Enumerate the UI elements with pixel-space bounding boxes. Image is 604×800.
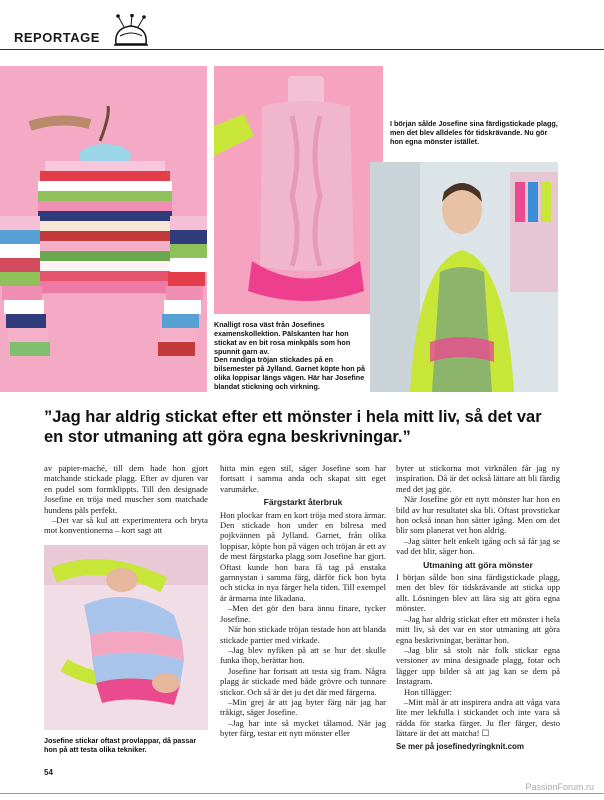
pincushion-icon [110,14,152,50]
paragraph: –Jag blir så stolt när folk stickar egna versioner av mina designade plagg, fotar och lägger upp bilder så att jag kan se dem på Instagram. [396,644,560,687]
paragraph: byter ut stickorna mot virknålen får jag ny inspiration. Då är det också lättare att bli färdig med det jag gör. [396,463,560,494]
website-link[interactable]: Se mer på josefinedyringknit.com [396,741,525,751]
page-number: 54 [44,768,53,777]
photo-pink-vest [214,66,383,314]
paragraph: När Josefine gör ett nytt mönster har hon en bild av hur resultatet ska bli. Oftast provstickar hon också innan hon sätter igång. Men om det blir som planerat vet hon aldrig. [396,494,560,536]
paragraph: Josefine har fortsatt att testa sig fram. Några plagg är stickade med både grövre och tunnare stickor. Och så är det ju det där med färgerna. [220,665,386,697]
paragraph: I början sålde hon sina färdigstickade plagg, men det blev för tidskrävande att sticka upp allt. Lösningen blev att lära sig att göra egna mönster. [396,572,560,614]
caption-swatch: Josefine stickar oftast provlappar, då passar hon på att testa olika tekniker. [44,736,197,754]
paragraph: Hon plockar fram en kort tröja med stora ärmar. Den stickade hon under en bilresa med pojkvännen på Jylland. Garnet, från olika loppisar, köpte hon på vägen och tröjan är ett av de mest färgstarka plagg som Josefine har gjort. Oftast kunde hon bara få tag på enstaka garnnystan i samma färg, därför fick hon byta och sticka in nya färger hela tiden. Till exempel är ärmarna inte likadana. [220,509,386,603]
photo-knit-swatch [44,545,208,730]
paragraph: –Men det gör den bara ännu finare, tycker Josefine. [220,603,386,624]
paragraph: –Det var så kul att experimentera och bryta mot konventionerna – kort sagt att [44,515,208,536]
paragraph: –Jag har aldrig stickat efter ett mönster i hela mitt liv, så det var en stor utmaning att göra egna beskrivningar, berättar hon. [396,613,560,645]
paragraph: När hon stickade tröjan testade hon att blanda stickade partier med virkade. [220,624,386,645]
caption-portrait: I början sålde Josefine sina färdigstickade plagg, men det blev alldeles för tidskrävande. Nu gör hon egna mönster istället. [390,119,558,146]
paragraph: –Jag sätter helt enkelt igång och så får jag se vad det blir, säger hon. [396,535,560,557]
header-rule [0,49,604,50]
subheading: Färgstarkt återbruk [263,497,343,508]
watermark: PassionForum.ru [525,782,594,792]
column-3 [396,463,560,752]
photo-portrait [370,162,558,392]
column-1 [44,463,208,536]
paragraph: –Min grej är att jag byter färg när jag har tråkigt, säger Josefine. [220,696,386,718]
paragraph: Hon tillägger: [404,686,452,697]
column-2 [220,463,386,739]
paragraph: –Mitt mål är att inspirera andra att våga vara lite mer lekfulla i stickandet och inte vara så rädda för starka färger. Ju fler färger, desto lättare är det att matcha! ☐ [396,696,560,739]
pull-quote: ”Jag har aldrig stickat efter ett mönster i hela mitt liv, så det var en stor utmaning att göra egna beskrivningar.” [44,408,542,446]
caption-vest: Knalligt rosa väst från Josefines examenskollektion. Pälskanten har hon stickat av en bit rosa minkpäls som hon spunnit garn av. [214,320,351,356]
caption-sweater: Den randiga tröjan stickades på en bilsemester på Jylland. Garnet köpte hon på olika loppisar längs vägen. Här har Josefine blandat stickning och virkning. [214,355,365,391]
paragraph: –Jag blev nyfiken på att se hur det skulle funka ihop, berättar hon. [220,644,386,666]
subheading: Utmaning att göra mönster [423,559,533,570]
section-label: REPORTAGE [14,30,100,45]
photo-striped-sweater [0,66,207,392]
paragraph: av papier-maché, till dem hade hon gjort matchande stickade plagg. Efter av djuren var en pudel som formklippts. Till den designade Josefine en tröja med muscher som matchade hundens päls perfekt. [44,463,208,515]
paragraph: hitta min egen stil, säger Josefine som har fortsatt i samma anda och skapat sitt eget varumärke. [220,463,386,494]
paragraph: –Jag har inte så mycket tålamod. När jag byter färg, testar ett nytt mönster eller [220,717,386,739]
footer-rule [0,793,604,794]
